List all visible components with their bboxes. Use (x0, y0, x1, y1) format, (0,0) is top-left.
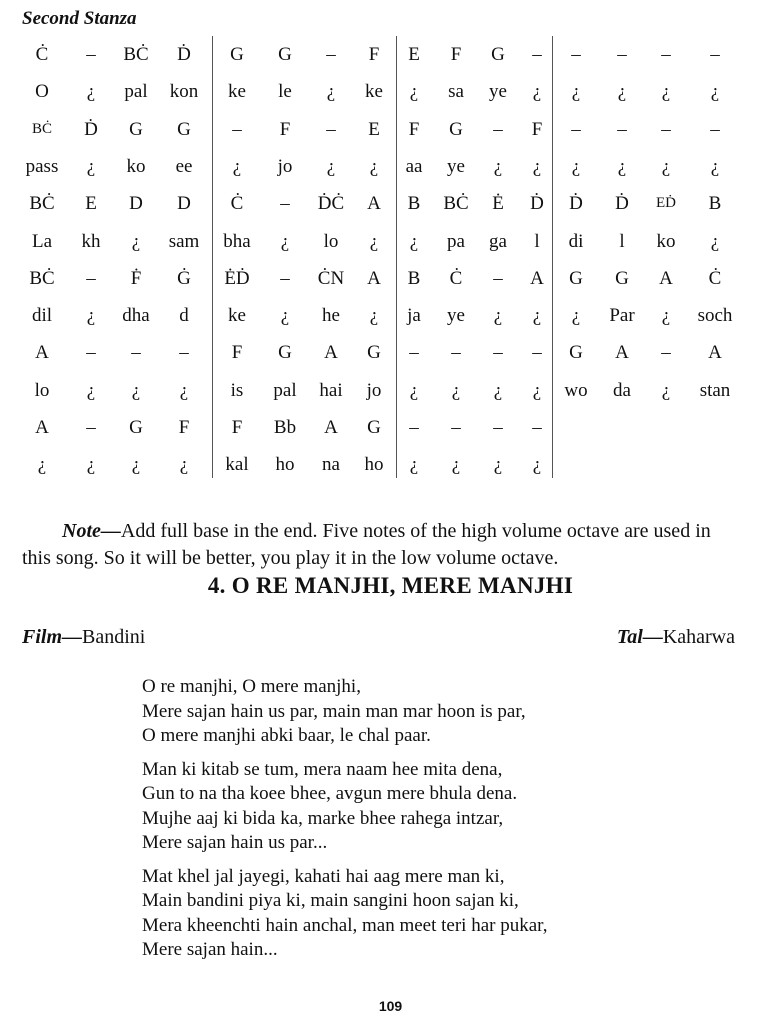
lyric-line: Main bandini piya ki, main sangini hoon sajan ki, (142, 890, 519, 911)
notation-cell: F (408, 118, 420, 140)
notation-lyrics-row (0, 223, 781, 260)
lyric-line: Mere sajan hain us par... (142, 832, 328, 853)
notation-notes-row (0, 260, 781, 297)
tal-label: Tal— (616, 626, 663, 648)
notation-cell: aa (405, 155, 423, 177)
notation-cell: ko (126, 155, 146, 177)
notation-cell: A (35, 342, 49, 364)
notation-cell: ¿ (369, 155, 379, 177)
lyric-line: Gun to na tha koee bhee, avgun mere bhula dena. (142, 783, 518, 804)
notation-cell: – (326, 118, 336, 140)
notation-cell: – (86, 417, 96, 438)
notation-cell: da (613, 379, 631, 401)
notation-cell: ¿ (493, 305, 503, 327)
notation-cell: ¿ (451, 379, 461, 401)
notation-cell: G (278, 342, 292, 364)
notation-cell: ¿ (493, 454, 503, 476)
notation-cell: Ḋ (84, 118, 98, 140)
lyrics (142, 675, 742, 972)
notation-cell: G (491, 44, 505, 65)
notation-cell: – (493, 417, 503, 438)
notation-cell: pal (273, 379, 297, 401)
notation-cell: – (710, 44, 720, 65)
notation-cell: B (708, 193, 722, 215)
notation-cell: ¿ (661, 305, 671, 327)
notation-cell: ye (489, 81, 507, 103)
notation-cell: Ė (492, 193, 504, 215)
notation-cell: ¿ (617, 155, 627, 177)
notation-cell: Bb (273, 417, 297, 438)
notation-cell: ke (228, 81, 246, 103)
notation-cell: F (279, 118, 291, 140)
notation-cell: G (615, 267, 629, 289)
notation-cell: ¿ (179, 379, 189, 401)
notation-cell: G (367, 417, 381, 438)
notation-cell: ¿ (131, 454, 141, 476)
notation-cell: F (178, 417, 190, 438)
notation-cell: Ċ (708, 267, 722, 289)
notation-cell: F (450, 44, 462, 65)
notation-cell: l (534, 230, 540, 252)
notation-cell: ¿ (409, 454, 419, 476)
notation-cell: ¿ (532, 379, 542, 401)
lyric-line: Mat khel jal jayegi, kahati hai aag mere man ki, (142, 865, 505, 887)
notation-cell: ¿ (710, 81, 720, 103)
notation-cell: ḊĊ (317, 193, 345, 215)
notation-cell: kal (225, 454, 249, 476)
notation-cell: E (368, 118, 380, 140)
notation-cell: ga (489, 230, 507, 252)
notation-cell: – (280, 267, 290, 289)
notation-cell: Ċ (35, 44, 49, 65)
notation-cell: D (177, 193, 191, 215)
notation-cell: jo (366, 379, 382, 401)
notation-cell: A (367, 267, 381, 289)
notation-cell: dil (31, 305, 53, 327)
notation-lyrics-row (0, 372, 781, 409)
notation-cell: G (367, 342, 381, 364)
notation-cell: Ġ (177, 267, 191, 289)
notation-cell: ko (656, 230, 676, 252)
notation-cell: Ḋ (177, 44, 191, 65)
notation-cell: – (409, 417, 419, 438)
notation-cell: ¿ (710, 155, 720, 177)
note-paragraph (22, 518, 742, 572)
notation-cell: Ċ (230, 193, 244, 215)
notation-cell: – (617, 118, 627, 140)
notation-cell: wo (564, 379, 588, 401)
notation-cell: Ḋ (569, 193, 583, 215)
notation-cell: – (86, 44, 96, 65)
notation-cell: G (230, 44, 244, 65)
song-title: 4. O RE MANJHI, MERE MANJHI (207, 573, 574, 598)
notation-cell: ¿ (661, 81, 671, 103)
lyrics-verse (142, 865, 742, 963)
notation-cell: ¿ (571, 305, 581, 327)
notation-cell: ¿ (493, 379, 503, 401)
notation-cell: G (569, 342, 583, 364)
notation-cell: A (35, 417, 49, 438)
notation-cell: ¿ (409, 379, 419, 401)
notation-cell: – (493, 342, 503, 364)
notation-cell: E (408, 44, 420, 65)
notation-cell: BĊ (443, 193, 469, 215)
notation-cell: na (322, 454, 340, 476)
notation-cell: EḊ (656, 195, 676, 212)
notation-cell: – (409, 342, 419, 364)
notation-cell: – (179, 342, 189, 364)
notation-cell: ¿ (280, 305, 290, 327)
notation-cell: sam (168, 230, 200, 252)
notation-cell: stan (699, 379, 731, 401)
notation-cell: sa (448, 81, 464, 103)
notation-lyrics-row (0, 297, 781, 334)
notation-cell: – (493, 118, 503, 140)
notation-cell: ¿ (532, 155, 542, 177)
notation-cell: – (131, 342, 141, 364)
notation-notes-row (0, 185, 781, 222)
notation-cell: F (368, 44, 380, 65)
notation-cell: lo (323, 230, 339, 252)
notation-cell: ¿ (409, 81, 419, 103)
notation-cell: pal (124, 81, 148, 103)
notation-cell: le (278, 81, 292, 103)
notation-cell: ¿ (571, 155, 581, 177)
notation-cell: – (571, 118, 581, 140)
notation-cell: – (532, 417, 542, 438)
notation-cell: Par (609, 305, 635, 327)
lyrics-verse (142, 675, 742, 749)
notation-cell: ¿ (710, 230, 720, 252)
notation-cell: BĊ (29, 267, 55, 289)
notation-cell: ¿ (532, 81, 542, 103)
notation-notes-row (0, 111, 781, 148)
notation-cell: A (530, 267, 544, 289)
notation-cell: – (710, 118, 720, 140)
notation-cell: A (659, 267, 673, 289)
notation-cell: – (232, 118, 242, 140)
notation-cell: – (661, 118, 671, 140)
notation-cell: jo (277, 155, 293, 177)
notation-cell: pa (447, 230, 465, 252)
notation-cell: B (407, 267, 421, 289)
notation-cell: BĊ (31, 120, 52, 137)
notation-cell: ¿ (86, 305, 96, 327)
notation-cell: – (280, 193, 290, 215)
notation-cell: – (532, 44, 542, 65)
notation-cell: di (568, 230, 584, 252)
notation-cell: ¿ (86, 454, 96, 476)
notation-cell: ¿ (326, 81, 336, 103)
page-number: 109 (378, 998, 403, 1014)
notation-lyrics-row (0, 73, 781, 110)
notation-lyrics-row (0, 446, 781, 483)
notation-cell: A (324, 417, 338, 438)
film-info (22, 626, 145, 649)
notation-cell: ¿ (532, 454, 542, 476)
notation-cell: G (278, 44, 292, 65)
notation-cell: G (569, 267, 583, 289)
notation-cell: La (31, 230, 53, 252)
notation-cell: ho (275, 454, 295, 476)
notation-cell: dha (122, 305, 150, 327)
lyric-line: O re manjhi, O mere manjhi, (142, 676, 361, 697)
notation-cell: Ċ (449, 267, 463, 289)
notation-cell: ¿ (369, 230, 379, 252)
notation-cell: ye (447, 305, 465, 327)
notation-cell: ¿ (451, 454, 461, 476)
notation-cell: ĊN (317, 267, 345, 289)
notation-cell: A (708, 342, 722, 364)
film-value: Bandini (82, 626, 146, 648)
notation-cell: A (615, 342, 629, 364)
notation-cell: – (532, 342, 542, 364)
notation-cell: G (129, 118, 143, 140)
notation-cell: l (619, 230, 625, 252)
lyric-line: O mere manjhi abki baar, le chal paar. (142, 725, 431, 746)
bar-line (396, 36, 397, 478)
lyric-line: Mera kheenchti hain anchal, man meet teri har pukar, (142, 914, 548, 936)
note-lead: Note— (62, 520, 121, 542)
notation-cell: ja (407, 305, 421, 327)
lyric-line: Mere sajan hain... (142, 939, 278, 960)
notation-cell: is (230, 379, 244, 401)
notation-cell: O (35, 81, 49, 103)
notation-cell: hai (319, 379, 343, 401)
notation-cell: ¿ (326, 155, 336, 177)
notation-cell: lo (34, 379, 50, 401)
film-label: Film— (22, 626, 83, 648)
notation-cell: Ḋ (530, 193, 544, 215)
notation-cell: ¿ (571, 81, 581, 103)
notation-cell: – (661, 342, 671, 364)
notation-cell: G (177, 118, 191, 140)
notation-cell: Ḟ (130, 267, 142, 289)
notation-cell: F (231, 342, 243, 364)
notation-cell: BĊ (123, 44, 149, 65)
notation-cell: soch (697, 305, 733, 327)
notation-cell: G (129, 417, 143, 438)
bar-line (212, 36, 213, 478)
notation-cell: ¿ (532, 305, 542, 327)
notation-cell: ¿ (86, 155, 96, 177)
notation-cell: – (571, 44, 581, 65)
notation-cell: ¿ (661, 155, 671, 177)
notation-table (0, 36, 781, 482)
notation-cell: – (451, 342, 461, 364)
notation-cell: ke (228, 305, 246, 327)
notation-cell: pass (25, 155, 59, 177)
notation-cell: ye (447, 155, 465, 177)
notation-cell: ¿ (86, 379, 96, 401)
notation-cell: ¿ (369, 305, 379, 327)
notation-cell: – (493, 267, 503, 289)
notation-cell: ¿ (493, 155, 503, 177)
lyric-line: Mujhe aaj ki bida ka, marke bhee rahega intzar, (142, 807, 504, 829)
note-text: Add full base in the end. Five notes of the high volume octave are used in this song. So it will be better, you play it in the low volume octave. (22, 520, 711, 569)
notation-lyrics-row (0, 148, 781, 185)
notation-cell: ke (365, 81, 383, 103)
notation-cell: kh (81, 230, 101, 252)
lyric-line: Man ki kitab se tum, mera naam hee mita dena, (142, 758, 503, 780)
notation-cell: – (617, 44, 627, 65)
tal-info (617, 626, 735, 649)
notation-cell: A (367, 193, 381, 215)
stanza-title: Second Stanza (22, 8, 137, 29)
notation-cell: ¿ (86, 81, 96, 103)
notation-cell: G (449, 118, 463, 140)
notation-cell: – (326, 44, 336, 65)
notation-cell: – (451, 417, 461, 438)
notation-cell: ¿ (179, 454, 189, 476)
notation-cell: kon (169, 81, 199, 103)
notation-cell: ¿ (661, 379, 671, 401)
notation-cell: ¿ (280, 230, 290, 252)
notation-cell: ¿ (37, 454, 47, 476)
notation-notes-row (0, 36, 781, 73)
notation-cell: – (86, 342, 96, 364)
notation-cell: ¿ (131, 230, 141, 252)
notation-cell: ¿ (131, 379, 141, 401)
notation-cell: D (129, 193, 143, 215)
notation-cell: F (231, 417, 243, 438)
notation-cell: ho (364, 454, 384, 476)
notation-cell: B (407, 193, 421, 215)
notation-cell: ĖḊ (224, 267, 250, 289)
notation-cell: E (85, 193, 97, 215)
notation-cell: Ḋ (615, 193, 629, 215)
notation-cell: bha (223, 230, 251, 252)
notation-cell: ee (175, 155, 193, 177)
notation-cell: d (179, 305, 189, 327)
notation-cell: – (86, 267, 96, 289)
notation-notes-row (0, 334, 781, 371)
notation-cell: BĊ (29, 193, 55, 215)
notation-notes-row (0, 409, 781, 446)
notation-cell: – (661, 44, 671, 65)
tal-value: Kaharwa (662, 626, 735, 648)
notation-cell: A (324, 342, 338, 364)
notation-cell: ¿ (409, 230, 419, 252)
lyric-line: Mere sajan hain us par, main man mar hoon is par, (142, 700, 526, 722)
notation-cell: he (322, 305, 340, 327)
bar-line (552, 36, 553, 478)
notation-cell: F (531, 118, 543, 140)
notation-cell: ¿ (232, 155, 242, 177)
notation-cell: ¿ (617, 81, 627, 103)
lyrics-verse (142, 758, 742, 856)
